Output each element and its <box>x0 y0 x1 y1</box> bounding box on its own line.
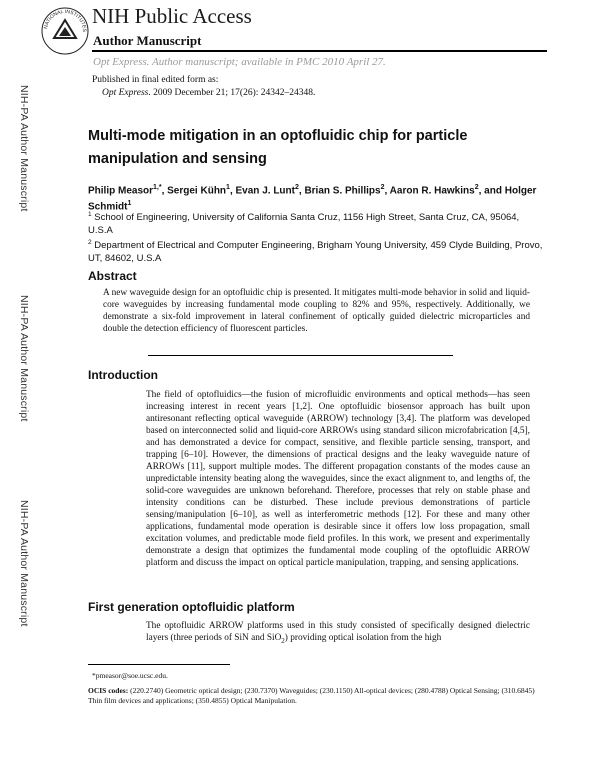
author-name: Aaron R. Hawkins <box>389 185 475 197</box>
author-name: Holger Schmidt <box>88 185 537 213</box>
ocis-text: (220.2740) Geometric optical design; (230.7370) Waveguides; (230.1150) All-optical devices; (280.4788) Optical Sensing; (310.6845) Thin film devices and applications; (350.4855) Optical Manipulation. <box>88 686 535 705</box>
abstract-text: A new waveguide design for an optofluidic chip is presented. It mitigates multi-mode behavior in solid and liquid-core waveguides by increasing fundamental mode coupling to 82% and 95%, respectively. Additionally, we demonstrate a six-fold improvement in lateral confinement of optically guided dielectric microparticles and double the detection efficiency of fluorescent particles. <box>103 288 530 334</box>
abstract-rule <box>148 355 453 356</box>
nih-public-access-title: NIH Public Access <box>92 4 252 28</box>
ocis-codes <box>88 686 543 706</box>
first-generation-text <box>146 620 530 647</box>
first-text-part: The optofluidic ARROW platforms used in this study consisted of specifically designed dielectric layers (three periods of SiN and SiO <box>146 621 530 643</box>
svg-text:NATIONAL INSTITUTES OF HEALTH <box>40 6 87 33</box>
author-sup: 1,* <box>153 184 162 191</box>
citation <box>102 88 315 98</box>
affiliation <box>88 208 543 237</box>
affiliation-sup: 1 <box>88 211 92 218</box>
author-sup: 1 <box>127 200 132 208</box>
article-title: Multi-mode mitigation in an optofluidic chip for particle manipulation and sensing <box>88 128 468 167</box>
affiliation <box>88 236 543 265</box>
author-sup: 2 <box>380 184 385 191</box>
author-sup: 2 <box>474 184 479 191</box>
introduction-text: The field of optofluidics—the fusion of microfluidic environments and optical methods—has seen increasing interest in recent years [1,2]. One optofluidic biosensor approach has built upon antiresonant reflecting optical waveguide (ARROW) technology [3,4]. The platform was developed based on interconnected solid and liquid-core ARROWs using standard silicon microfabrication [4,5], and has demonstrated a device for compact, sensitive, and flexible particle sensing, transport, and trapping [6–10]. However, the dimensions of practical designs and the leaky waveguide nature of ARROWs [11], support multiple modes. The different propagation constants of the modes cause an unpredictable intensity beating along the waveguides, since the exact alignment to, and lengths of, the solid-core waveguides are unknown beforehand. Therefore, processes that rely on stable phase and intensity conditions can be disturbed. These include previous demonstrations of particle sensing/manipulation [6–10], as well as interferometric methods [12]. For these and many other applications, fundamental mode operation is desirable since it offers low loss propagation, small excitation volumes, and predictable mode field profiles. In this work, we present and experimentally demonstrate a design that optimizes the fundamental mode coupling of the optofluidic ARROW platform and discuss the impact on optical particle manipulation, trapping, and sensing applications. <box>146 390 530 568</box>
citation-details: . 2009 December 21; 17(26): 24342–24348. <box>148 88 316 98</box>
author-sup: 1 <box>226 184 230 191</box>
side-label: NIH-PA Author Manuscript <box>18 295 30 422</box>
nih-logo <box>40 6 90 56</box>
logo-text: NATIONAL INSTITUTES <box>43 8 88 33</box>
affiliation-text: Department of Electrical and Computer Engineering, Brigham Young University, 459 Clyde Building, Provo, UT, 84602, U.S.A <box>88 240 543 265</box>
author-manuscript-label: Author Manuscript <box>93 33 202 48</box>
published-in-label: Published in final edited form as: <box>92 75 219 85</box>
author-name: Evan J. Lunt <box>235 185 295 197</box>
author-name: Brian S. Phillips <box>304 185 381 197</box>
corresponding-email: *pmeasor@soe.ucsc.edu. <box>92 671 168 680</box>
affiliation-text: School of Engineering, University of California Santa Cruz, 1156 High Street, Santa Cruz, CA, 95064, U.S.A <box>88 212 520 237</box>
side-label: NIH-PA Author Manuscript <box>18 85 30 212</box>
side-label: NIH-PA Author Manuscript <box>18 500 30 627</box>
header-rule <box>92 50 547 52</box>
author-list: Philip Measor$^{1,*}$, Sergei Kühn$^1$, Evan J. Lunt$^2$, Brian S. Phillips$^2$, Aaron R. Hawkins$^2$, and Holger Schmidt$^1$ <box>88 184 537 213</box>
ocis-label: OCIS codes: <box>88 686 129 695</box>
author-name: Sergei Kühn <box>167 185 227 197</box>
journal-name: Opt Express <box>102 88 149 98</box>
subscript: 2 <box>281 636 285 645</box>
affiliation-sup: 2 <box>88 239 92 246</box>
abstract-heading: Abstract <box>88 269 137 283</box>
author-sup: 2 <box>294 184 299 191</box>
author-name: Philip Measor <box>88 185 154 197</box>
first-text-part: ) providing optical isolation from the high <box>284 633 442 643</box>
first-generation-heading: First generation optofluidic platform <box>88 600 295 614</box>
availability-line: Opt Express. Author manuscript; available in PMC 2010 April 27. <box>93 56 386 68</box>
introduction-heading: Introduction <box>88 368 158 382</box>
footnote-rule <box>88 664 230 665</box>
